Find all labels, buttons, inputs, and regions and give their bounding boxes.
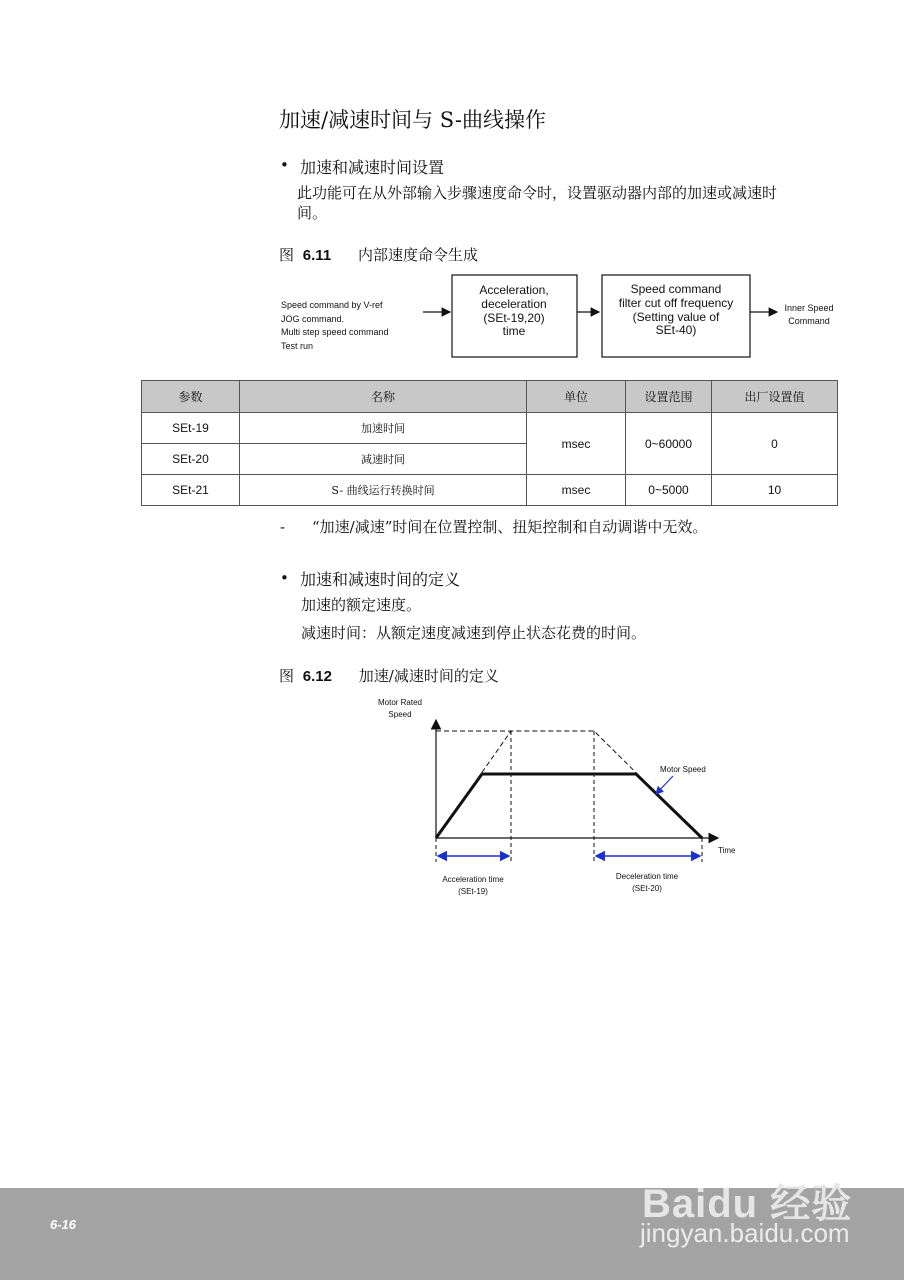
filter-block-text: (Setting value of <box>632 310 720 324</box>
filter-block-text: SEt-40) <box>655 323 697 337</box>
accel-block-text: deceleration <box>481 297 547 311</box>
input-label: Test run <box>281 341 314 351</box>
figure-label: 图 <box>279 667 295 685</box>
table-row <box>142 413 838 444</box>
figure-title: 内部速度命令生成 <box>357 246 478 264</box>
bullet-icon: • <box>280 156 289 174</box>
block-diagram <box>275 268 845 368</box>
section-description-cont: 间。 <box>297 204 328 222</box>
page-number: 6-16 <box>50 1217 77 1232</box>
section-title: 加速和减速时间的定义 <box>300 570 461 589</box>
note-text: “加速/减速”时间在位置控制、扭矩控制和自动调谐中无效。 <box>312 518 708 536</box>
accel-block-text: (SEt-19,20) <box>483 311 545 325</box>
column-header: 名称 <box>240 381 527 413</box>
accel-time-label: (SEt-19) <box>458 887 488 896</box>
range-cell: 0~5000 <box>626 475 712 506</box>
motor-speed-curve <box>436 774 702 838</box>
x-axis-label: Time <box>718 846 736 855</box>
parameter-table <box>141 380 838 506</box>
decel-time-label: Deceleration time <box>615 872 679 881</box>
input-label: Multi step speed command <box>281 327 389 337</box>
default-cell: 0 <box>712 413 838 475</box>
output-label: Command <box>788 316 830 326</box>
note-dash: - <box>280 518 286 536</box>
range-cell: 0~60000 <box>626 413 712 475</box>
output-label: Inner Speed <box>784 303 834 313</box>
name-cell: 加速时间 <box>240 413 527 444</box>
definition-line: 减速时间：从额定速度减速到停止状态花费的时间。 <box>301 624 647 642</box>
param-cell: SEt-20 <box>142 444 240 475</box>
unit-cell: msec <box>527 475 626 506</box>
accel-block-text: time <box>502 324 526 338</box>
y-axis-label: Motor Rated <box>377 698 423 707</box>
definition-line: 加速的额定速度。 <box>301 596 422 614</box>
watermark-url: jingyan.baidu.com <box>640 1218 850 1248</box>
column-header: 参数 <box>142 381 240 413</box>
column-header: 设置范围 <box>626 381 712 413</box>
watermark-logo: Baidu 经验 <box>642 1182 853 1226</box>
section-description: 此功能可在从外部输入步骤速度命令时，设置驱动器内部的加速或减速时 <box>297 184 778 202</box>
figure-caption <box>279 665 499 686</box>
accel-block-text: Acceleration, <box>479 283 549 297</box>
figure-title: 加速/减速时间的定义 <box>358 667 499 685</box>
input-label: JOG command. <box>281 314 345 324</box>
default-cell: 10 <box>712 475 838 506</box>
figure-label: 图 <box>279 246 295 264</box>
figure-number: 6.12 <box>302 668 332 685</box>
decel-time-label: (SEt-20) <box>632 884 662 893</box>
figure-caption <box>279 244 478 265</box>
speed-profile-diagram <box>365 690 755 905</box>
figure-number: 6.11 <box>302 247 332 264</box>
accel-time-label: Acceleration time <box>442 875 504 884</box>
section-title: 加速和减速时间设置 <box>300 158 445 177</box>
name-cell: 减速时间 <box>240 444 527 475</box>
input-label: Speed command by V-ref <box>281 300 383 310</box>
page-title: 加速/减速时间与 S-曲线操作 <box>279 108 547 132</box>
table-header-row <box>142 381 838 413</box>
bullet-icon: • <box>280 569 289 587</box>
unit-cell: msec <box>527 413 626 475</box>
filter-block-text: filter cut off frequency <box>618 296 734 310</box>
param-cell: SEt-19 <box>142 413 240 444</box>
name-cell: S- 曲线运行转换时间 <box>240 475 527 506</box>
pointer-arrow-icon <box>656 776 673 794</box>
y-axis-label: Speed <box>388 710 412 719</box>
column-header: 出厂设置值 <box>712 381 838 413</box>
filter-block-text: Speed command <box>630 282 722 296</box>
param-cell: SEt-21 <box>142 475 240 506</box>
column-header: 单位 <box>527 381 626 413</box>
curve-label: Motor Speed <box>660 765 706 774</box>
table-row <box>142 475 838 506</box>
